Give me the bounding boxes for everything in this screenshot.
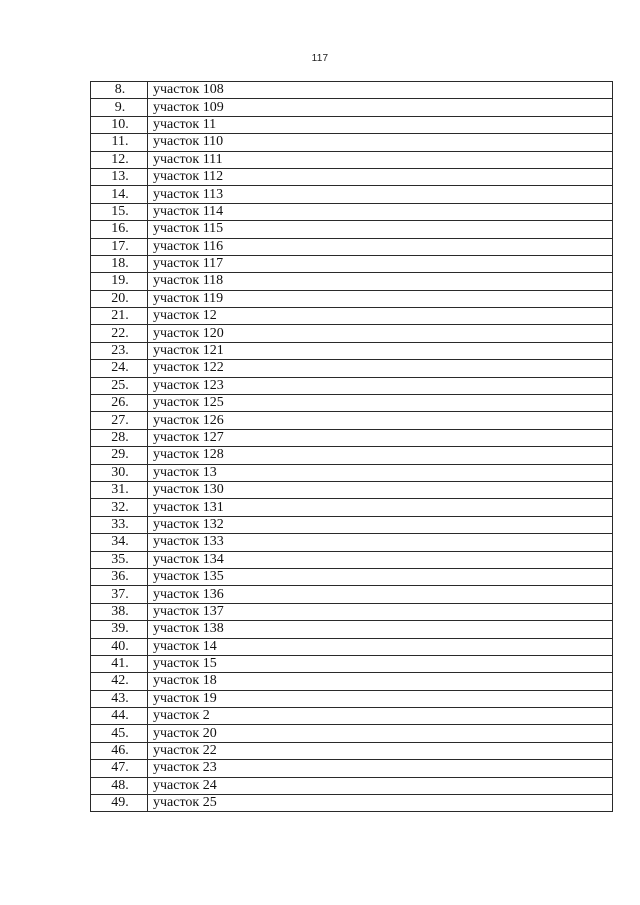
plot-name: участок 11 <box>148 116 613 133</box>
plot-name: участок 123 <box>148 377 613 394</box>
plot-name: участок 20 <box>148 725 613 742</box>
row-number: 11. <box>91 134 148 151</box>
plot-name: участок 109 <box>148 99 613 116</box>
table-row <box>91 238 613 255</box>
table-row <box>91 168 613 185</box>
plot-name: участок 114 <box>148 203 613 220</box>
plot-name: участок 116 <box>148 238 613 255</box>
table-row <box>91 568 613 585</box>
row-number: 17. <box>91 238 148 255</box>
table-row <box>91 395 613 412</box>
table-row <box>91 481 613 498</box>
plot-name: участок 119 <box>148 290 613 307</box>
plot-name: участок 138 <box>148 621 613 638</box>
row-number: 38. <box>91 603 148 620</box>
page-number: 117 <box>311 53 329 64</box>
table-row <box>91 447 613 464</box>
row-number: 18. <box>91 255 148 272</box>
row-number: 34. <box>91 534 148 551</box>
row-number: 39. <box>91 621 148 638</box>
row-number: 19. <box>91 273 148 290</box>
plot-name: участок 126 <box>148 412 613 429</box>
row-number: 23. <box>91 342 148 359</box>
row-number: 49. <box>91 795 148 812</box>
plot-name: участок 111 <box>148 151 613 168</box>
row-number: 20. <box>91 290 148 307</box>
table-row <box>91 429 613 446</box>
plot-name: участок 122 <box>148 360 613 377</box>
table-row <box>91 673 613 690</box>
table-row <box>91 99 613 116</box>
table-row <box>91 708 613 725</box>
table-row <box>91 777 613 794</box>
table-row <box>91 499 613 516</box>
plot-name: участок 12 <box>148 308 613 325</box>
row-number: 16. <box>91 221 148 238</box>
plot-name: участок 137 <box>148 603 613 620</box>
row-number: 46. <box>91 742 148 759</box>
plot-name: участок 22 <box>148 742 613 759</box>
table-row <box>91 638 613 655</box>
plot-name: участок 14 <box>148 638 613 655</box>
row-number: 42. <box>91 673 148 690</box>
table-row <box>91 151 613 168</box>
table-row <box>91 603 613 620</box>
plot-name: участок 19 <box>148 690 613 707</box>
plot-name: участок 15 <box>148 655 613 672</box>
row-number: 47. <box>91 760 148 777</box>
plot-name: участок 110 <box>148 134 613 151</box>
row-number: 33. <box>91 516 148 533</box>
table-row <box>91 308 613 325</box>
table-row <box>91 221 613 238</box>
plot-name: участок 130 <box>148 481 613 498</box>
row-number: 26. <box>91 395 148 412</box>
plot-name: участок 112 <box>148 168 613 185</box>
row-number: 24. <box>91 360 148 377</box>
plot-name: участок 125 <box>148 395 613 412</box>
plot-name: участок 136 <box>148 586 613 603</box>
plot-name: участок 13 <box>148 464 613 481</box>
row-number: 13. <box>91 168 148 185</box>
row-number: 41. <box>91 655 148 672</box>
table-row <box>91 412 613 429</box>
row-number: 32. <box>91 499 148 516</box>
table-row <box>91 273 613 290</box>
row-number: 10. <box>91 116 148 133</box>
plot-name: участок 108 <box>148 82 613 99</box>
table-row <box>91 203 613 220</box>
plot-name: участок 113 <box>148 186 613 203</box>
row-number: 44. <box>91 708 148 725</box>
table-row <box>91 760 613 777</box>
table-row <box>91 464 613 481</box>
row-number: 22. <box>91 325 148 342</box>
plot-name: участок 25 <box>148 795 613 812</box>
table-row <box>91 134 613 151</box>
plot-name: участок 118 <box>148 273 613 290</box>
table-row <box>91 690 613 707</box>
plot-name: участок 117 <box>148 255 613 272</box>
table-row <box>91 516 613 533</box>
plot-name: участок 121 <box>148 342 613 359</box>
plot-name: участок 132 <box>148 516 613 533</box>
table-row <box>91 534 613 551</box>
row-number: 9. <box>91 99 148 116</box>
plot-list-body <box>91 82 613 812</box>
table-row <box>91 795 613 812</box>
plot-name: участок 135 <box>148 568 613 585</box>
plot-name: участок 134 <box>148 551 613 568</box>
table-row <box>91 360 613 377</box>
table-row <box>91 255 613 272</box>
row-number: 21. <box>91 308 148 325</box>
table-row <box>91 742 613 759</box>
table-row <box>91 186 613 203</box>
plot-name: участок 24 <box>148 777 613 794</box>
plot-name: участок 18 <box>148 673 613 690</box>
table-row <box>91 551 613 568</box>
row-number: 27. <box>91 412 148 429</box>
table-row <box>91 325 613 342</box>
row-number: 31. <box>91 481 148 498</box>
row-number: 40. <box>91 638 148 655</box>
row-number: 15. <box>91 203 148 220</box>
row-number: 48. <box>91 777 148 794</box>
row-number: 12. <box>91 151 148 168</box>
row-number: 35. <box>91 551 148 568</box>
plot-list-table <box>90 81 613 812</box>
table-row <box>91 290 613 307</box>
plot-name: участок 120 <box>148 325 613 342</box>
plot-name: участок 115 <box>148 221 613 238</box>
table-row <box>91 655 613 672</box>
row-number: 14. <box>91 186 148 203</box>
table-row <box>91 342 613 359</box>
plot-name: участок 133 <box>148 534 613 551</box>
plot-name: участок 23 <box>148 760 613 777</box>
row-number: 28. <box>91 429 148 446</box>
table-row <box>91 116 613 133</box>
plot-name: участок 2 <box>148 708 613 725</box>
plot-name: участок 128 <box>148 447 613 464</box>
plot-name: участок 131 <box>148 499 613 516</box>
row-number: 36. <box>91 568 148 585</box>
table-row <box>91 586 613 603</box>
row-number: 37. <box>91 586 148 603</box>
row-number: 29. <box>91 447 148 464</box>
row-number: 45. <box>91 725 148 742</box>
row-number: 30. <box>91 464 148 481</box>
row-number: 25. <box>91 377 148 394</box>
table-row <box>91 725 613 742</box>
table-row <box>91 377 613 394</box>
row-number: 43. <box>91 690 148 707</box>
table-row <box>91 621 613 638</box>
row-number: 8. <box>91 82 148 99</box>
table-row <box>91 82 613 99</box>
plot-name: участок 127 <box>148 429 613 446</box>
